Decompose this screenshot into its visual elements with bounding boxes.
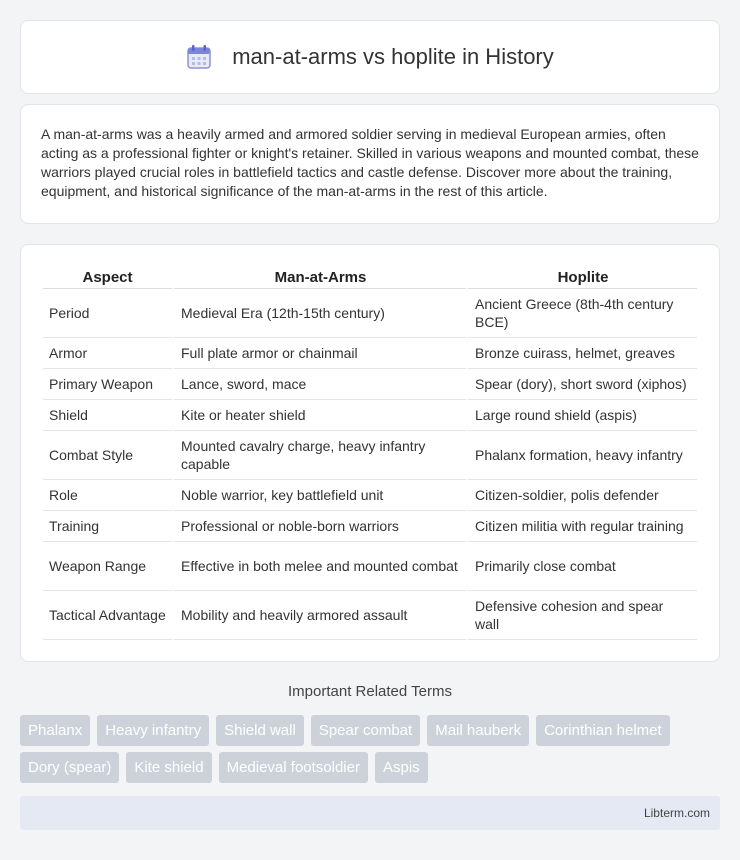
aspect-cell: Period	[43, 289, 172, 338]
man-at-arms-cell: Lance, sword, mace	[172, 369, 466, 400]
related-term-tag[interactable]: Kite shield	[126, 752, 211, 783]
table-header-row	[43, 263, 697, 289]
table-row	[43, 400, 697, 431]
header-aspect: Aspect	[43, 263, 172, 289]
hoplite-cell: Citizen militia with regular training	[466, 511, 697, 542]
related-term-tag[interactable]: Spear combat	[311, 715, 420, 746]
aspect-cell: Combat Style	[43, 431, 172, 480]
hoplite-cell: Spear (dory), short sword (xiphos)	[466, 369, 697, 400]
table-row	[43, 369, 697, 400]
man-at-arms-cell: Professional or noble-born warriors	[172, 511, 466, 542]
hoplite-cell: Primarily close combat	[466, 542, 697, 591]
footer-site-link[interactable]: Libterm.com	[643, 806, 710, 820]
man-at-arms-cell: Effective in both melee and mounted combat	[172, 542, 466, 591]
intro-text: A man-at-arms was a heavily armed and armored soldier serving in medieval European armies, often acting as a professional fighter or knight's retainer. Skilled in various weapons and mounted combat, these warriors played crucial roles in battlefield tactics and castle defense. Discover more about the training, equipment, and historical significance of the man-at-arms in the rest of this article.	[41, 126, 699, 199]
aspect-cell: Tactical Advantage	[43, 591, 172, 640]
table-row	[43, 542, 697, 591]
hoplite-cell: Citizen-soldier, polis defender	[466, 480, 697, 511]
header-card	[20, 20, 720, 94]
related-term-tag[interactable]: Aspis	[375, 752, 428, 783]
related-term-tag[interactable]: Shield wall	[216, 715, 304, 746]
hoplite-cell: Phalanx formation, heavy infantry	[466, 431, 697, 480]
man-at-arms-cell: Full plate armor or chainmail	[172, 338, 466, 369]
table-row	[43, 338, 697, 369]
man-at-arms-cell: Medieval Era (12th-15th century)	[172, 289, 466, 338]
table-row	[43, 289, 697, 338]
related-term-tag[interactable]: Dory (spear)	[20, 752, 119, 783]
table-row	[43, 480, 697, 511]
comparison-table	[43, 263, 697, 640]
man-at-arms-cell: Mounted cavalry charge, heavy infantry capable	[172, 431, 466, 480]
related-term-tag[interactable]: Phalanx	[20, 715, 90, 746]
related-term-tag[interactable]: Medieval footsoldier	[219, 752, 368, 783]
calendar-icon	[186, 44, 212, 70]
aspect-cell: Primary Weapon	[43, 369, 172, 400]
intro-card	[20, 104, 720, 224]
related-term-tag[interactable]: Mail hauberk	[427, 715, 529, 746]
hoplite-cell: Bronze cuirass, helmet, greaves	[466, 338, 697, 369]
related-terms-list	[20, 715, 720, 789]
aspect-cell: Armor	[43, 338, 172, 369]
man-at-arms-cell: Noble warrior, key battlefield unit	[172, 480, 466, 511]
hoplite-cell: Large round shield (aspis)	[466, 400, 697, 431]
hoplite-cell: Ancient Greece (8th-4th century BCE)	[466, 289, 697, 338]
comparison-card	[20, 244, 720, 662]
header-man-at-arms: Man-at-Arms	[172, 263, 466, 289]
table-row	[43, 511, 697, 542]
related-term-tag[interactable]: Heavy infantry	[97, 715, 209, 746]
aspect-cell: Training	[43, 511, 172, 542]
table-row	[43, 431, 697, 480]
page-title: man-at-arms vs hoplite in History	[232, 44, 554, 69]
header-hoplite: Hoplite	[466, 263, 697, 289]
table-row	[43, 591, 697, 640]
related-terms-title: Important Related Terms	[288, 683, 452, 700]
hoplite-cell: Defensive cohesion and spear wall	[466, 591, 697, 640]
aspect-cell: Role	[43, 480, 172, 511]
man-at-arms-cell: Mobility and heavily armored assault	[172, 591, 466, 640]
man-at-arms-cell: Kite or heater shield	[172, 400, 466, 431]
aspect-cell: Weapon Range	[43, 542, 172, 591]
related-term-tag[interactable]: Corinthian helmet	[536, 715, 670, 746]
footer	[20, 796, 720, 830]
aspect-cell: Shield	[43, 400, 172, 431]
